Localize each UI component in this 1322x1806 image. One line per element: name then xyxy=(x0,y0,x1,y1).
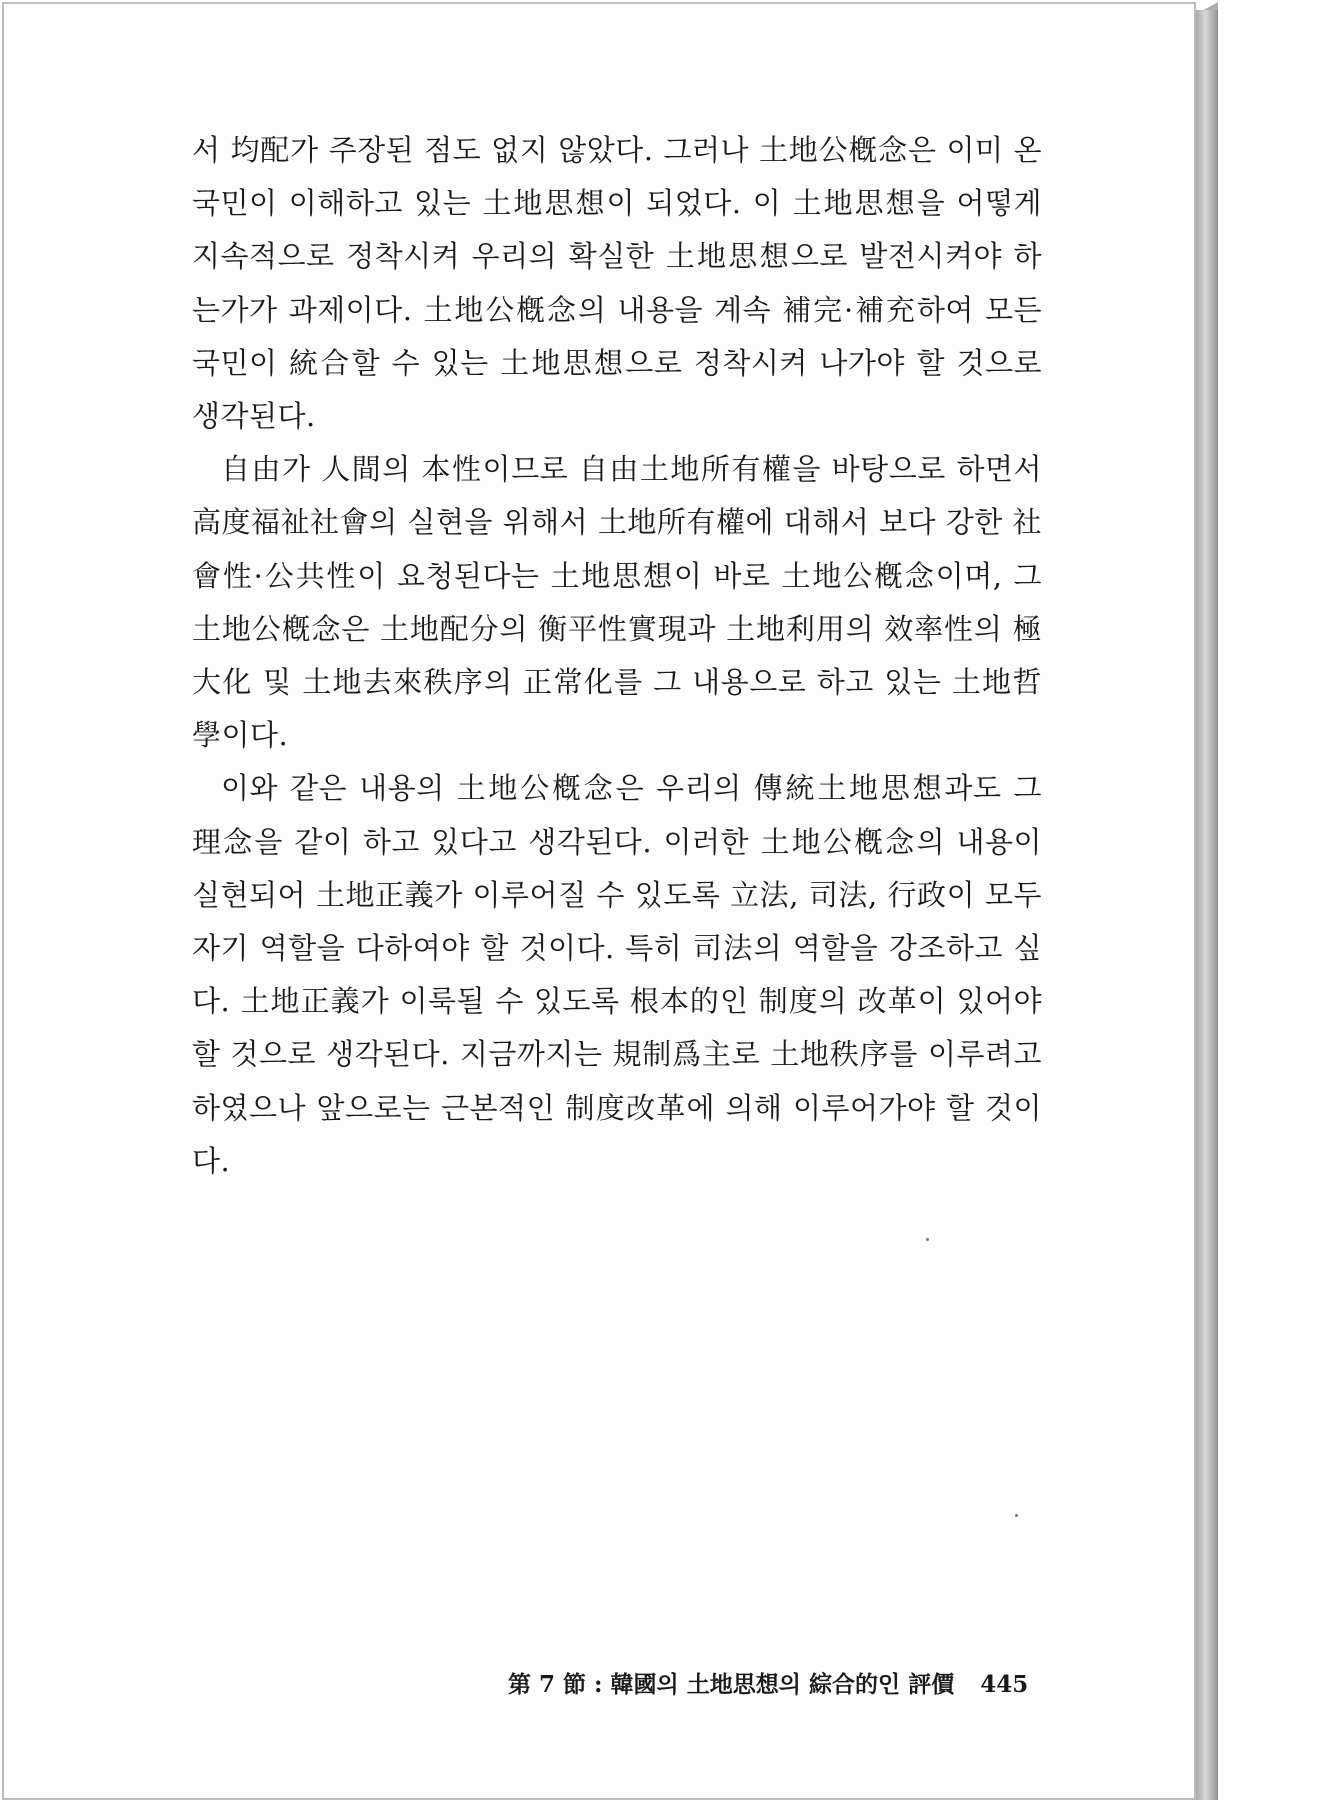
page-body xyxy=(192,124,1042,1188)
scan-speck xyxy=(926,1238,929,1241)
page-stack-edge xyxy=(1196,10,1218,1800)
paragraph-3: 이와 같은 내용의 土地公槪念은 우리의 傳統土地思想과도 그 理念을 같이 하고 있다고 생각된다. 이러한 土地公槪念의 내용이 실현되어 土地正義가 이루어질 수 있도록 立法, 司法, 行政이 모두 자기 역할을 다하여야 할 것이다. 특히 司法의 역할을 강조하고 싶다. 土地正義가 이룩될 수 있도록 根本的인 制度의 改革이 있어야 할 것으로 생각된다. 지금까지는 規制爲主로 土地秩序를 이루려고 하였으나 앞으로는 근본적인 制度改革에 의해 이루어가야 할 것이다. xyxy=(192,771,1042,1178)
running-footer xyxy=(508,1666,1048,1699)
paragraph-1: 서 均配가 주장된 점도 없지 않았다. 그러나 土地公槪念은 이미 온 국민이 이해하고 있는 土地思想이 되었다. 이 土地思想을 어떻게 지속적으로 정착시켜 우리의 확실한 土地思想으로 발전시켜야 하는가가 과제이다. 土地公槪念의 내용을 계속 補完·補充하여 모든 국민이 統合할 수 있는 土地思想으로 정착시켜 나가야 할 것으로 생각된다. xyxy=(192,133,1042,434)
scan-speck xyxy=(1015,1514,1018,1517)
paragraph-2: 自由가 人間의 本性이므로 自由土地所有權을 바탕으로 하면서 高度福祉社會의 실현을 위해서 土地所有權에 대해서 보다 강한 社會性·公共性이 요청된다는 土地思想이 바로 土地公槪念이며, 그 土地公槪念은 土地配分의 衡平性實現과 土地利用의 效率性의 極大化 및 土地去來秩序의 正常化를 그 내용으로 하고 있는 土地哲學이다. xyxy=(192,452,1042,753)
footer-section-title: 第 7 節 : 韓國의 土地思想의 綜合的인 評價 xyxy=(508,1671,955,1698)
page-number: 445 xyxy=(980,1671,1029,1698)
